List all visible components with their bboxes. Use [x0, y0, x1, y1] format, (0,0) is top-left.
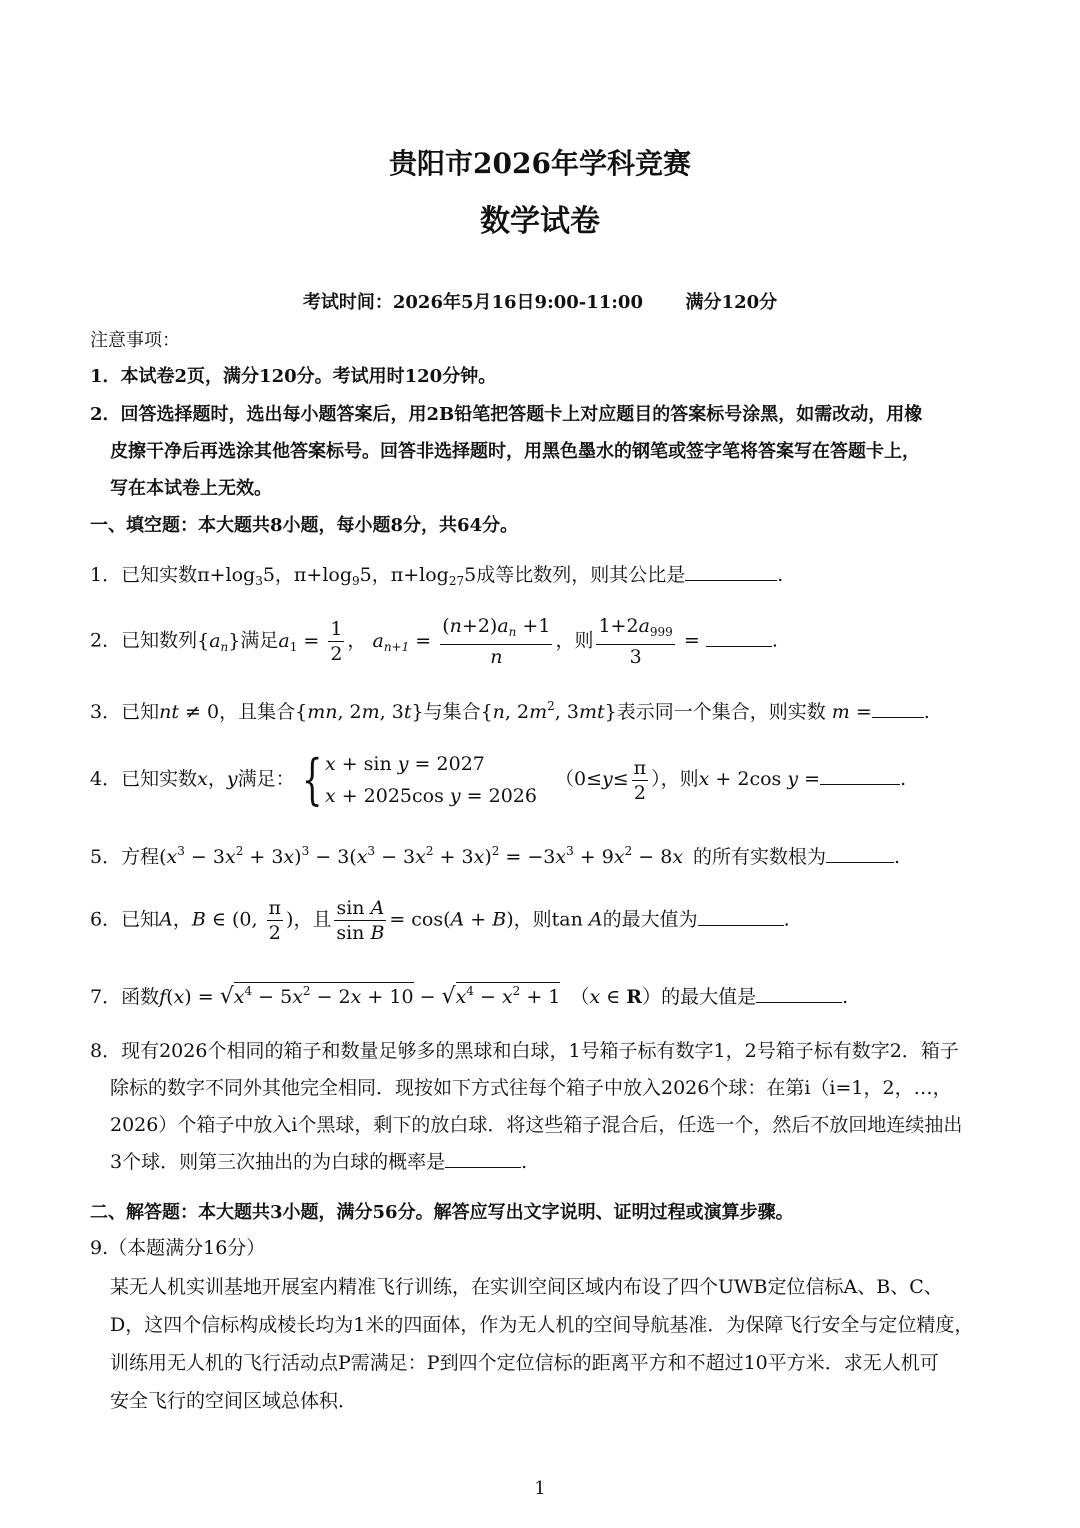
- q6-mid1: ，且: [293, 908, 332, 931]
- section-2-heading: 二、解答题：本大题共3小题，满分56分。解答应写出文字说明、证明过程或演算步骤。: [90, 1202, 794, 1223]
- section-1-heading: 一、填空题：本大题共8小题，每小题8分，共64分。: [90, 515, 519, 536]
- q5-equation: $(x^3 - 3x^2 + 3x)^3 - 3(x^3 - 3x^2 + 3x)^2 = -3x^3 + 9x^2 - 8x$: [159, 844, 684, 868]
- q1-suffix: 成等比数列，则其公比是: [476, 564, 686, 586]
- q7-end: .: [842, 986, 849, 1008]
- exam-info: [0, 288, 1080, 314]
- q1-end: .: [777, 564, 784, 586]
- q4-frac-pi2: $\frac{\pi}{2}$: [633, 756, 647, 804]
- q2-frac-half: $\frac{1}{2}$: [330, 618, 343, 665]
- notice-item-2-line-2: 皮擦干净后再选涂其他答案标号。回答非选择题时，用黑色墨水的钢笔或签字笔将答案写在答题卡上，: [110, 441, 920, 462]
- q7-function: $f(x) = √x^4 - 5x^2 - 2x + 10 - √x^4 - x^2 + 1$: [159, 984, 561, 1009]
- q4-end: .: [900, 768, 907, 790]
- question-2: 2．已知数列$\{a_n\}$满足$a_1$ = $\frac{1}{2}$ ， $a_{n+1}$ = $\frac{(n+2)a_n +1}{n}$ ，则 $\frac{1+2a_{999}}{3}$ = .: [90, 615, 778, 668]
- q2-prefix: 2．已知数列: [90, 629, 198, 652]
- notice-item-2-line-3: 写在本试卷上无效。: [110, 478, 272, 499]
- q6-mid3: 的最大值为: [602, 908, 698, 931]
- q1-formula: $\pi+\log_35$，$\pi+\log_95$，$\pi+\log_{27}5$: [197, 564, 477, 588]
- question-7: [90, 982, 848, 1009]
- q8-end: .: [521, 1151, 528, 1173]
- q4-prefix: 4．已知实数: [90, 768, 198, 790]
- exam-subtitle: 数学试卷: [480, 204, 600, 239]
- question-9-line-4: 安全飞行的空间区域总体积．: [110, 1390, 358, 1412]
- exam-time: 考试时间：2026年5月16日9:00-11:00: [302, 292, 643, 313]
- q6-end: .: [783, 908, 790, 931]
- q7-domain: x ∈ R: [589, 986, 643, 1008]
- q2-recurrence: $a_{n+1}$ =: [366, 629, 438, 654]
- q2-frac-recurrence: $\frac{(n+2)a_n +1}{n}$: [442, 615, 551, 668]
- q5-answer-blank: [826, 844, 894, 863]
- q1-answer-blank: [685, 562, 777, 581]
- q4-target: x + 2cos y =: [698, 768, 821, 790]
- q7-prefix: 7．函数: [90, 986, 160, 1008]
- q2-mid2: ，: [347, 629, 367, 652]
- notice-item-1: 1．本试卷2页，满分120分。考试用时120分钟。: [90, 366, 497, 387]
- q7-mid1: （: [570, 986, 590, 1008]
- question-8-line-3: 2026）个箱子中放入i个黑球，剩下的放白球．将这些箱子混合后，任选一个，然后不放回地连续抽出: [110, 1114, 963, 1136]
- notice-heading: 注意事项：: [90, 330, 180, 351]
- q4-brace: {: [301, 748, 323, 811]
- q3-m: m =: [825, 701, 872, 723]
- q4-x: x: [197, 768, 208, 790]
- page-number: 1: [534, 1478, 546, 1499]
- q8-line4-text: 3个球．则第三次抽出的为白球的概率是: [110, 1151, 446, 1173]
- q3-answer-blank: [872, 699, 924, 718]
- question-8-line-2: 除标的数字不同外其他完全相同．现按如下方式往每个箱子中放入2026个球：在第i（i=1，2，…，: [110, 1077, 952, 1099]
- q3-mid1: ，且集合: [219, 701, 296, 723]
- q3-cond: nt ≠ 0: [159, 701, 220, 723]
- q3-set2: {n, $2m^2$, 3mt}: [480, 699, 617, 723]
- q2-seq: $\{a_n\}$: [197, 629, 241, 654]
- question-9-line-1: 某无人机实训基地开展室内精准飞行训练，在实训空间区域内布设了四个UWB定位信标A、B、C、: [110, 1276, 943, 1298]
- q6-prefix: 6．已知: [90, 908, 160, 931]
- question-1: [90, 560, 783, 588]
- q2-mid1: 满足: [240, 629, 279, 652]
- q6-tan: tan A: [551, 908, 603, 931]
- q1-prefix: 1．已知实数: [90, 564, 198, 586]
- question-6: 6．已知A，B ∈ (0, $\frac{\pi}{2}$ )，且 $\frac{\text{sin A}}{\text{sin B}}$ = cos(A + B)，则tan A的最大值为 .: [90, 897, 790, 944]
- q2-answer-blank: [706, 628, 772, 647]
- q5-end: .: [894, 846, 901, 868]
- exam-title: 贵阳市2026年学科竞赛: [389, 147, 691, 180]
- full-score: 满分120分: [685, 292, 778, 313]
- q7-answer-blank: [756, 984, 842, 1003]
- question-9-line-3: 训练用无人机的飞行活动点P需满足：P到四个定位信标的距离平方和不超过10平方米．求无人机可: [110, 1352, 939, 1374]
- question-3: [90, 697, 930, 724]
- q2-end: .: [771, 629, 778, 652]
- q3-mid3: 表示同一个集合，则实数: [616, 701, 826, 723]
- q7-mid2: ）的最大值是: [642, 986, 757, 1008]
- q4-y: y: [226, 768, 238, 790]
- notice-item-2-line-1: 2．回答选择题时，选出每小题答案后，用2B铅笔把答题卡上对应题目的答案标号涂黑，如需改动，用橡: [90, 404, 923, 425]
- q3-end: .: [923, 701, 930, 723]
- q6-cos: = cos(A + B): [389, 908, 514, 931]
- q6-ab: A，B ∈ (0,: [159, 908, 264, 931]
- q4-mid2: 满足：: [237, 768, 295, 790]
- q8-answer-blank: [445, 1149, 521, 1168]
- question-9-head: 9.（本题满分16分）: [90, 1237, 266, 1259]
- q6-frac-sin: $\frac{\text{sin A}}{\text{sin B}}$: [336, 897, 385, 944]
- q2-mid3: ，则: [555, 629, 594, 652]
- question-8-line-1: 8．现有2026个相同的箱子和数量足够多的黑球和白球，1号箱子标有数字1，2号箱子标有数字2．箱子: [90, 1040, 959, 1062]
- q6-mid2: ，则: [513, 908, 552, 931]
- q4-answer-blank: [820, 766, 900, 785]
- q4-range-y: y≤: [602, 768, 629, 790]
- q4-mid1: ，: [207, 768, 227, 790]
- q4-range-close: ），则: [651, 768, 699, 790]
- question-8-line-4: [110, 1147, 527, 1174]
- q3-set1: {mn, 2m, 3t}: [295, 701, 424, 723]
- q6-answer-blank: [698, 907, 784, 926]
- q6-frac-pi2: $\frac{\pi}{2}$: [268, 897, 282, 944]
- q4-system: x + sin y = 2027 x + 2025cos y = 2026: [324, 753, 537, 807]
- question-5: [90, 842, 900, 869]
- q3-prefix: 3．已知: [90, 701, 160, 723]
- q3-mid2: 与集合: [423, 701, 481, 723]
- question-4: [90, 748, 906, 812]
- q2-frac-target: $\frac{1+2a_{999}}{3}$: [598, 615, 673, 668]
- question-9-line-2: D，这四个信标构成棱长均为1米的四面体，作为无人机的空间导航基准．为保障飞行安全与定位精度，: [110, 1314, 974, 1336]
- q4-range-open: （0≤: [554, 768, 602, 790]
- q5-suffix: 的所有实数根为: [693, 846, 827, 868]
- q5-prefix: 5．方程: [90, 846, 160, 868]
- q2-a1: $a_1$ =: [278, 629, 326, 654]
